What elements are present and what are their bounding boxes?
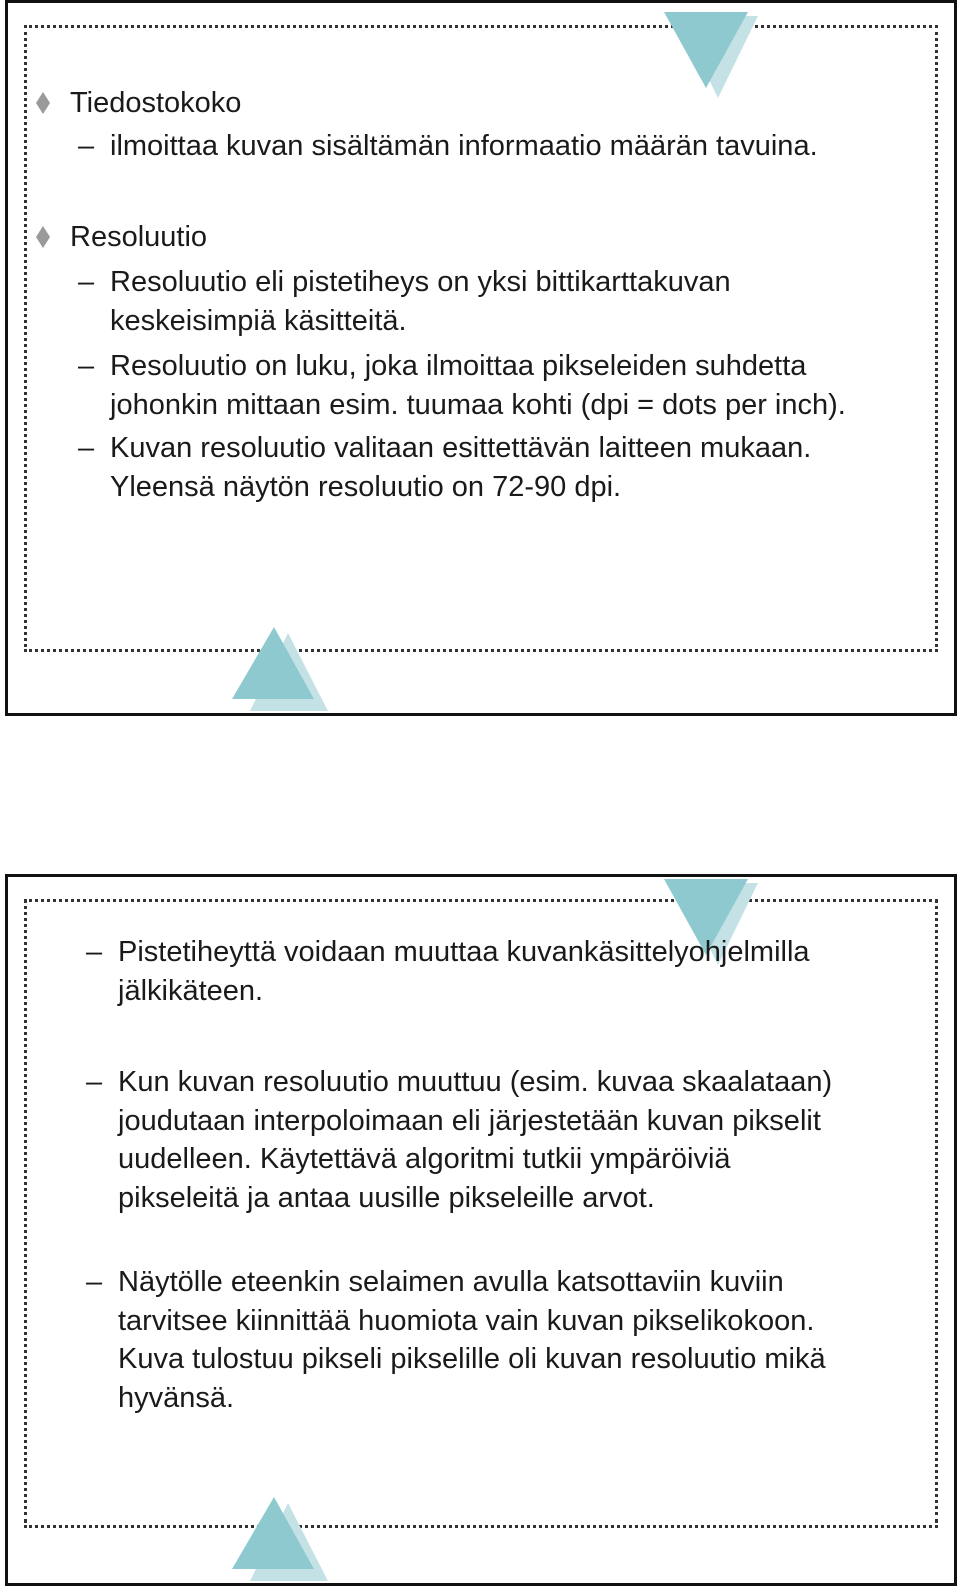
sub-line: ilmoittaa kuvan sisältämän informaatio määrän tavuina. xyxy=(110,130,818,162)
sub-line: tarvitsee kiinnittää huomiota vain kuvan pikselikokoon. xyxy=(118,1304,815,1337)
sub-line: hyvänsä. xyxy=(118,1381,235,1414)
sub-item xyxy=(78,263,731,340)
slide-1 xyxy=(5,0,957,716)
dotted-border-right xyxy=(935,899,938,1523)
sub-line: Kuva tulostuu pikseli pikselille oli kuvan resoluutio mikä xyxy=(118,1343,826,1375)
bullet-resoluutio xyxy=(36,217,207,257)
dotted-border-bottom xyxy=(24,649,938,652)
sub-line: keskeisimpiä käsitteitä. xyxy=(110,304,407,337)
sub-line: joudutaan interpoloimaan eli järjestetään kuvan pikselit xyxy=(118,1104,821,1137)
sub-item xyxy=(86,1063,832,1217)
up-triangle-decoration-icon xyxy=(226,1497,336,1587)
dash-marker: – xyxy=(78,350,95,382)
sub-line: jälkikäteen. xyxy=(118,974,264,1007)
sub-line: uudelleen. Käytettävä algoritmi tutkii ympäröiviä xyxy=(118,1143,731,1175)
bullet-tiedostokoko xyxy=(36,83,241,123)
sub-item xyxy=(86,1263,826,1417)
sub-line: Yleensä näytön resoluutio on 72-90 dpi. xyxy=(110,470,622,503)
dash-marker: – xyxy=(86,1066,103,1098)
diamond-bullet-icon xyxy=(36,83,58,114)
sub-line: Näytölle eteenkin selaimen avulla katsottaviin kuviin xyxy=(118,1266,784,1298)
bullet-heading: Resoluutio xyxy=(70,221,208,253)
sub-item xyxy=(78,429,811,506)
up-triangle-decoration-icon xyxy=(226,627,336,717)
sub-line: Pistetiheyttä voidaan muuttaa kuvankäsittelyohjelmilla xyxy=(118,936,810,968)
slide-2 xyxy=(5,874,957,1586)
sub-item xyxy=(78,347,846,424)
sub-line: Kuvan resoluutio valitaan esittettävän laitteen mukaan. xyxy=(110,432,812,464)
dash-marker: – xyxy=(78,432,95,464)
sub-line: Kun kuvan resoluutio muuttuu (esim. kuvaa skaalataan) xyxy=(118,1066,833,1098)
sub-line: johonkin mittaan esim. tuumaa kohti (dpi = dots per inch). xyxy=(110,388,846,421)
sub-line: Resoluutio eli pistetiheys on yksi bittikarttakuvan xyxy=(110,266,731,298)
dotted-border-left xyxy=(24,899,27,1523)
dotted-border-top xyxy=(24,899,938,902)
sub-line: pikseleitä ja antaa uusille pikseleille arvot. xyxy=(118,1181,655,1214)
sub-line: Resoluutio on luku, joka ilmoittaa pikseleiden suhdetta xyxy=(110,350,807,382)
dash-marker: – xyxy=(86,1266,103,1298)
dotted-border-top xyxy=(24,25,938,28)
dash-marker: – xyxy=(86,936,103,968)
sub-item xyxy=(86,933,810,1010)
dotted-border-right xyxy=(935,25,938,647)
dash-marker: – xyxy=(78,130,95,162)
dash-marker: – xyxy=(78,266,95,298)
dotted-border-bottom xyxy=(24,1525,938,1528)
dotted-border-left xyxy=(24,25,27,647)
sub-item xyxy=(78,127,818,166)
bullet-heading: Tiedostokoko xyxy=(70,87,242,119)
down-triangle-decoration-icon xyxy=(656,8,766,100)
diamond-bullet-icon xyxy=(36,217,58,248)
